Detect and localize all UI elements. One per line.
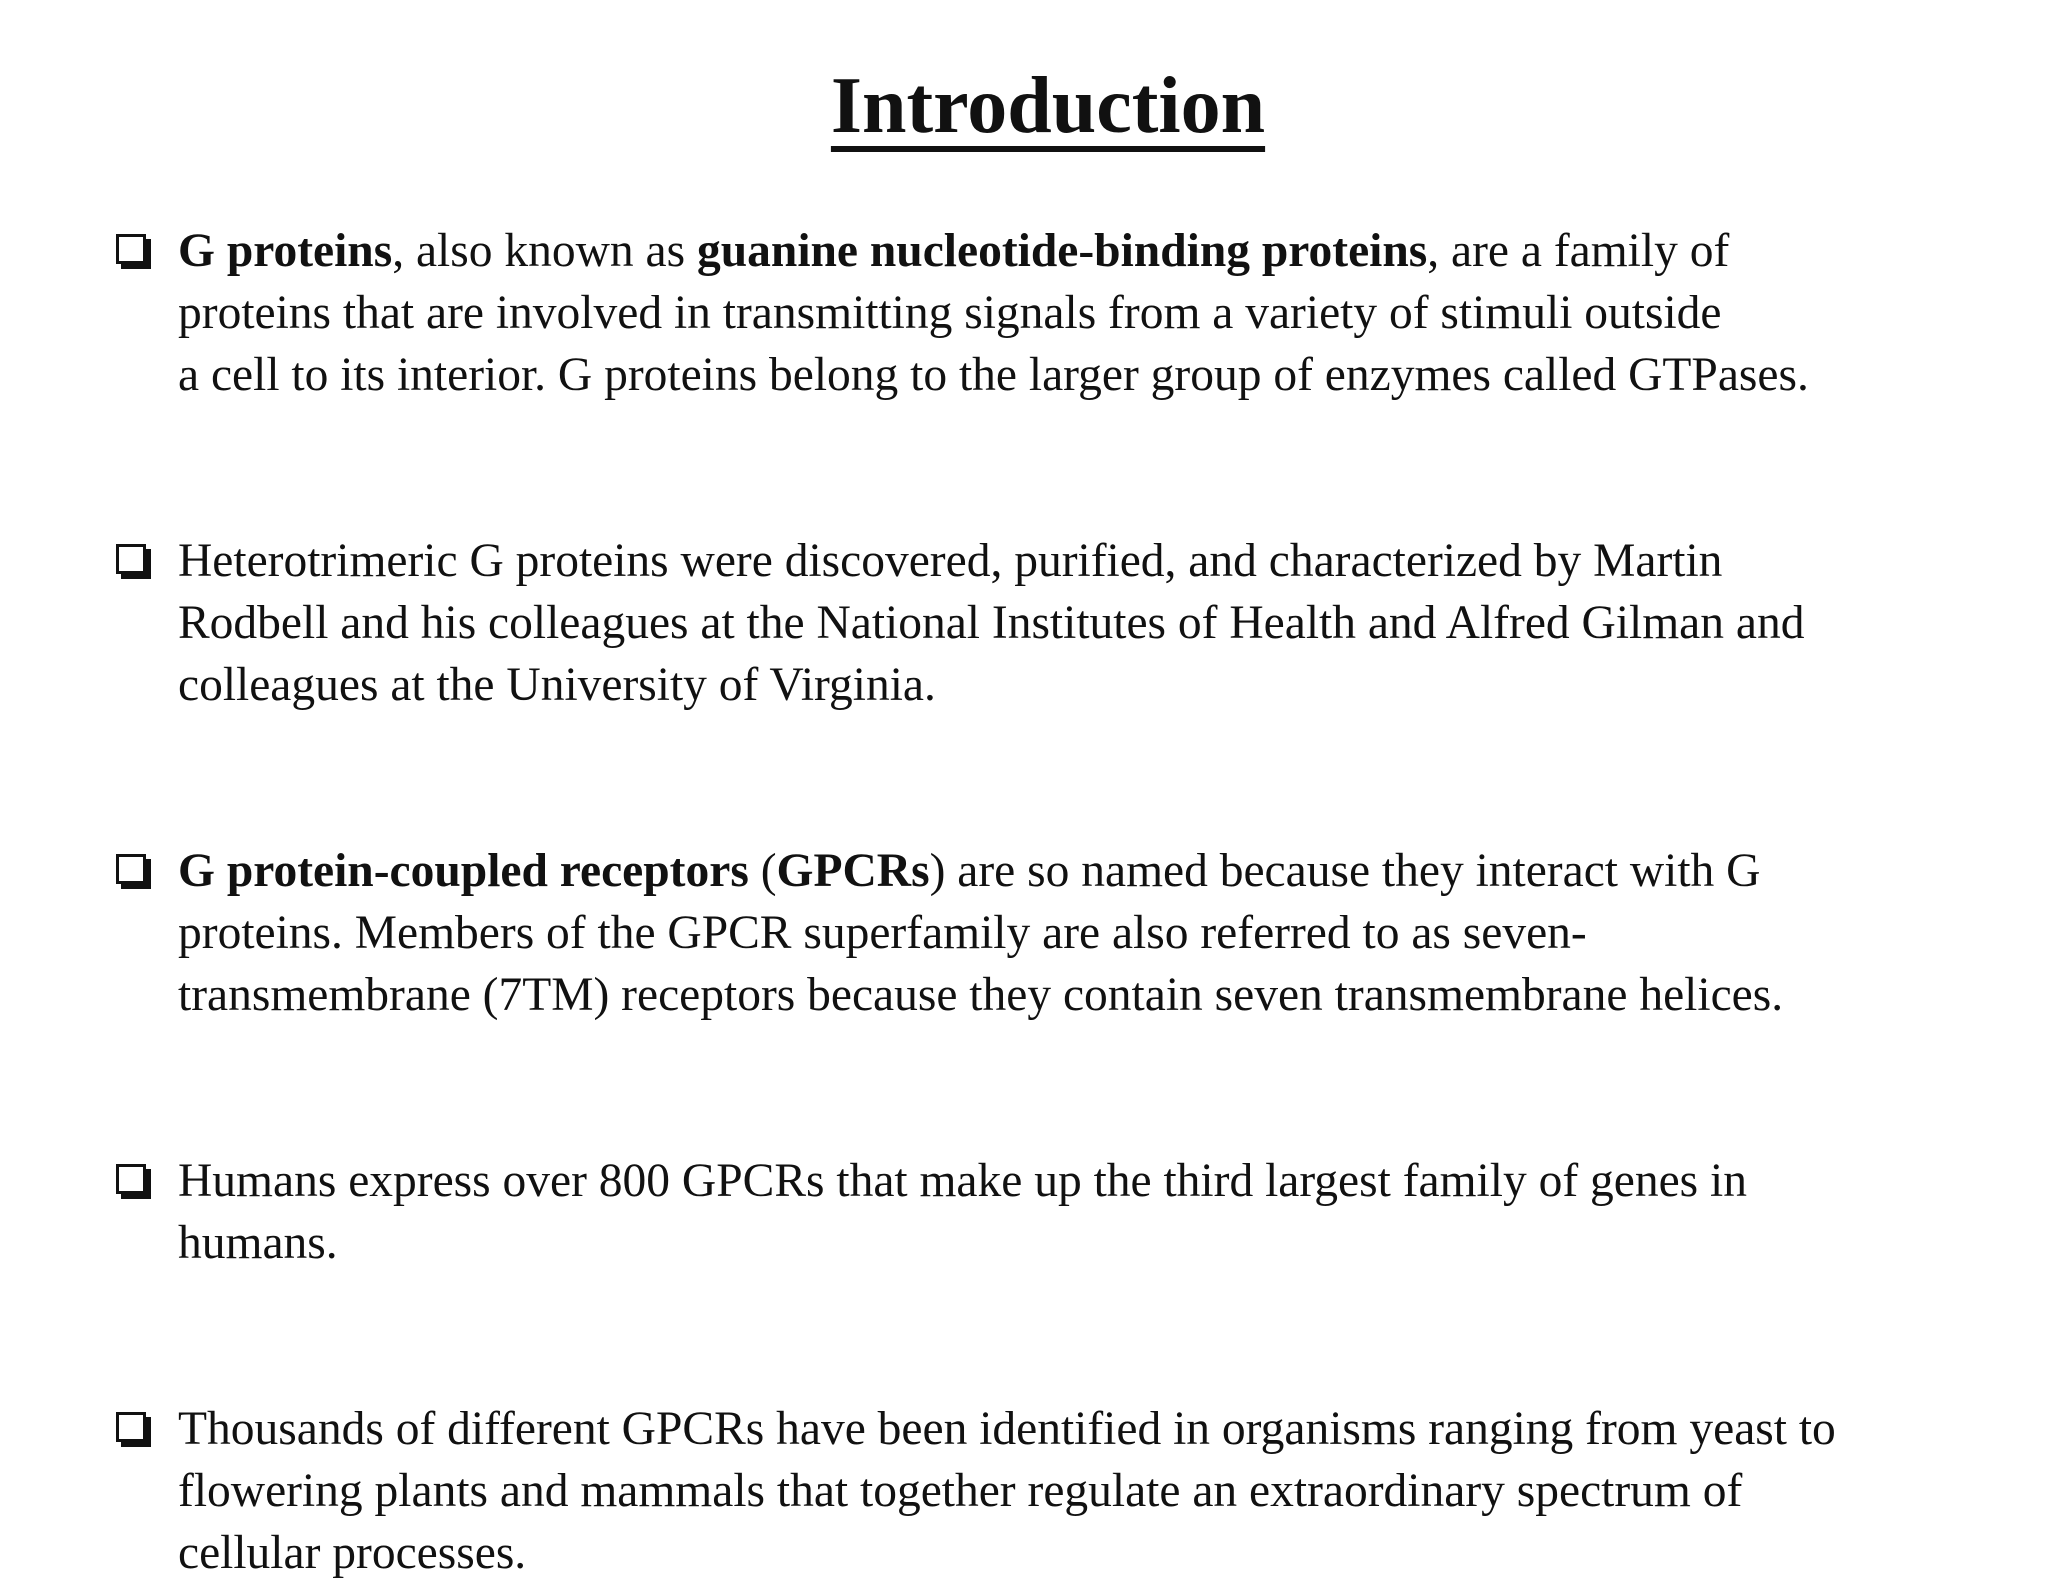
bullet-line — [178, 840, 2012, 902]
text-run: ( — [748, 845, 777, 897]
slide-title — [0, 58, 2048, 154]
checkbox-bullet-icon — [116, 854, 146, 884]
checkbox-bullet-icon — [116, 1412, 146, 1442]
slide-title-text: Introduction — [830, 62, 1266, 150]
bold-term: guanine nucleotide-binding proteins — [696, 225, 1428, 277]
checkbox-bullet-icon — [116, 1164, 146, 1194]
bullet-line: cellular processes. — [178, 1527, 527, 1579]
bullet-line: Humans express over 800 GPCRs that make up the third largest family of genes in — [178, 1155, 1747, 1207]
bold-term: GPCRs — [776, 845, 930, 897]
bullet-line: Rodbell and his colleagues at the National Institutes of Health and Alfred Gilman and — [178, 597, 1805, 649]
bullet-item — [112, 840, 2012, 1026]
bullet-item — [112, 1150, 2012, 1274]
bullet-line: Heterotrimeric G proteins were discovered, purified, and characterized by Martin — [178, 535, 1723, 587]
bullet-line: transmembrane (7TM) receptors because they contain seven transmembrane helices. — [178, 969, 1784, 1021]
bold-term: G proteins — [178, 225, 393, 277]
checkbox-bullet-icon — [116, 544, 146, 574]
bullet-line: Thousands of different GPCRs have been identified in organisms ranging from yeast to — [178, 1403, 1836, 1455]
bullet-line: proteins that are involved in transmitting signals from a variety of stimuli outside — [178, 287, 1722, 339]
bold-term: G protein-coupled receptors — [178, 845, 749, 897]
checkbox-bullet-icon — [116, 234, 146, 264]
bullet-line: a cell to its interior. G proteins belong to the larger group of enzymes called GTPases. — [178, 349, 1809, 401]
bullet-line: humans. — [178, 1217, 338, 1269]
text-run: ) are so named because they interact with G — [929, 845, 1761, 897]
bullet-item — [112, 220, 2012, 406]
bullet-line: proteins. Members of the GPCR superfamily are also referred to as seven- — [178, 907, 1587, 959]
text-run: , also known as — [392, 225, 697, 277]
bullet-line — [178, 220, 2012, 282]
bullet-list — [112, 220, 2012, 1584]
text-run: , are a family of — [1427, 225, 1730, 277]
bullet-item — [112, 530, 2012, 716]
bullet-line: colleagues at the University of Virginia. — [178, 659, 936, 711]
bullet-line: flowering plants and mammals that together regulate an extraordinary spectrum of — [178, 1465, 1743, 1517]
bullet-item — [112, 1398, 2012, 1584]
